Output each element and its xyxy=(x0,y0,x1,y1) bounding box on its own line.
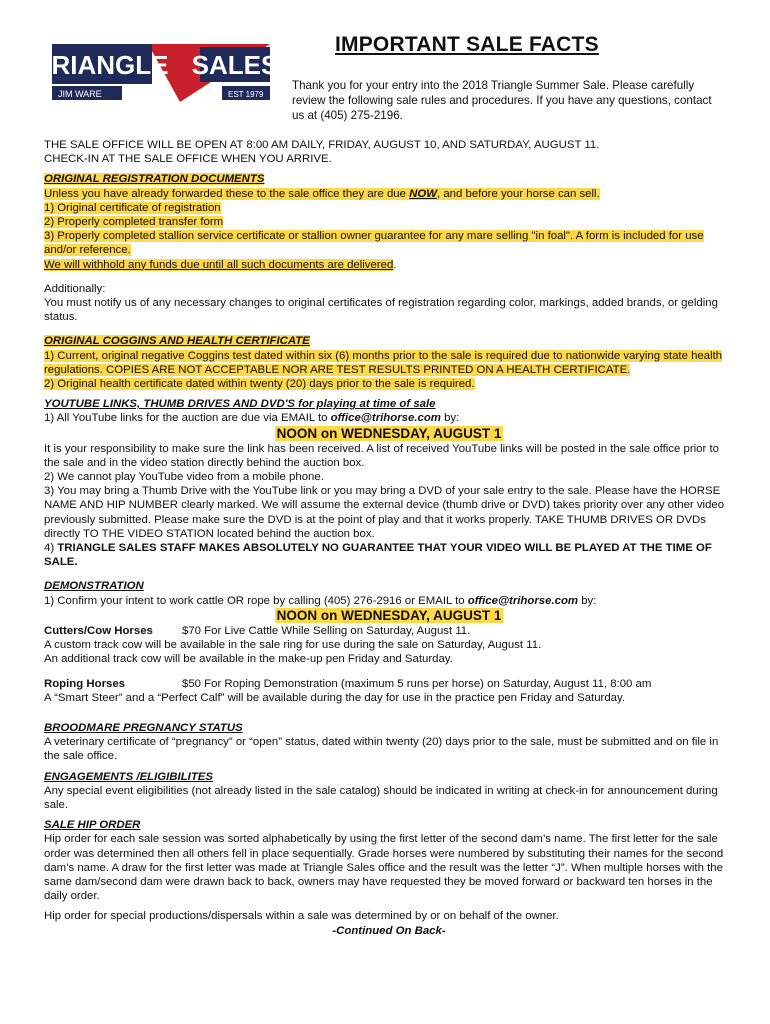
youtube-item-4: 4) TRIANGLE SALES STAFF MAKES ABSOLUTELY NO GUARANTEE THAT YOUR VIDEO WILL BE PLAYED AT THE TIME OF SALE. xyxy=(44,542,712,569)
hip-order-special: Hip order for special productions/dispersals within a sale was determined by or on behalf of the owner. xyxy=(44,910,559,923)
registration-item-3: 3) Properly completed stallion service certificate or stallion owner guarantee for any mare selling "in foal". A form is included for use and/or reference. xyxy=(44,230,704,257)
coggins-heading: ORIGINAL COGGINS AND HEALTH CERTIFICATE xyxy=(44,335,310,348)
coggins-item-2: 2) Original health certificate dated within twenty (20) days prior to the sale is required. xyxy=(44,378,475,391)
engagements-heading: ENGAGEMENTS /ELIGIBILITES xyxy=(44,770,213,783)
registration-line1: Unless you have already forwarded these to the sale office they are due NOW, and before your horse can sell. xyxy=(44,187,600,200)
document-body: THE SALE OFFICE WILL BE OPEN AT 8:00 AM DAILY, FRIDAY, AUGUST 10, AND SATURDAY, AUGUST 11. CHECK-IN AT THE SALE OFFICE WHEN YOU ARRIVE. ORIGINAL REGISTRATION DOCUMENTS Unless you have already forwarded these to the sale office they are due NOW, and before your horse can sell. 1) Original certificate of registration 2) Properly completed transfer form 3) Properly completed stallion service certificate or stallion owner guarantee for any mare selling "in foal". A form is included for use and/or reference. We will withhold any funds due until all such documents are delivered. Additionally: You must notify us of any necessary changes to original certificates of registration regarding color, markings, added brands, or gelding status. ORIGINAL COGGINS AND HEALTH CERTIFICATE 1) Current, original negative Coggins test dated within six (6) months prior to the sale is required due to nationwide varying state health regulations. COPIES ARE NOT ACCEPTABLE NOR ARE TEST RESULTS PRINTED ON A HEALTH CERTIFICATE. 2) Original health certificate dated within twenty (20) days prior to the sale is required. YOUTUBE LINKS, THUMB DRIVES AND DVD'S for playing at time of sale 1) All YouTube links for the auction are due via EMAIL to office@trihorse.com by: NOON on WEDNESDAY, AUGUST 1 It is your responsibility to make sure the link has been received. A list of received YouTube links will be posted in the sale office prior to the sale and in the video station directly behind the auction box. 2) We cannot play YouTube video from a mobile phone. 3) You may bring a Thumb Drive with the YouTube link or you may bring a DVD of your sale entry to the sale. Please have the HORSE NAME AND HIP NUMBER clearly marked. We will assume the external device (thumb drive or DVD) takes priority over any other video previously submitted. Please make sure the DVD is at the point of play and that it works properly. TAKE THUMB DRIVES OR DVDs directly TO THE VIDEO STATION located behind the auction box. 4) TRIANGLE SALES STAFF MAKES ABSOLUTELY NO GUARANTEE THAT YOUR VIDEO WILL BE PLAYED AT THE TIME OF SALE. DEMONSTRATION 1) Confirm your intent to work cattle OR rope by calling (405) 276-2916 or EMAIL to office@trihorse.com by: NOON on WEDNESDAY, AUGUST 1 Cutters/Cow Horses $70 For Live Cattle While Selling on Saturday, August 11. A custom track cow will be available in the sale ring for use during the sale on Saturday, August 11. An additional track cow will be available in the make-up pen Friday and Saturday. Roping Horses $50 For Roping Demonstration (maximum 5 runs per horse) on Saturday, August 11, 8:00 am A “Smart Steer” and a “Perfect Calf” will be available during the day for use in the practice pen Friday and Saturday. BROODMARE PREGNANCY STATUS A veterinary certificate of “pregnancy” or “open” status, dated within twenty (20) days prior to the sale, must be submitted and on file in the sale office. ENGAGEMENTS /ELIGIBILITES Any special event eligibilities (not already listed in the sale catalog) should be indicated in writing at check-in for announcement during sale. SALE HIP ORDER Hip order for each sale session was sorted alphabetically by using the first letter of the second dam’s name. The first letter for the sale order was determined then all others fell in place sequentially. Grade horses were numbered by substituting their names for the second dam’s name. A draw for the first letter was made at Triangle Sales office and the result was the letter “J”. When multiple horses with the same dam/second dam were drawn back to back, owners may have requested they be moved forward or backward ten horses in the daily order. Hip order for special productions/dispersals within a sale was determined by or on behalf of the owner. -Continued On Back- xyxy=(44,138,734,938)
logo-word-triangle: TRIANGLE xyxy=(35,50,169,80)
youtube-item-2: 2) We cannot play YouTube video from a mobile phone. xyxy=(44,471,324,484)
registration-item-2: 2) Properly completed transfer form xyxy=(44,216,224,229)
broodmare-heading: BROODMARE PREGNANCY STATUS xyxy=(44,721,243,734)
demonstration-heading: DEMONSTRATION xyxy=(44,580,144,593)
youtube-deadline: NOON on WEDNESDAY, AUGUST 1 xyxy=(276,425,502,441)
youtube-email[interactable]: office@trihorse.com xyxy=(330,412,441,425)
page-title: IMPORTANT SALE FACTS xyxy=(335,33,599,56)
youtube-item-1: 1) All YouTube links for the auction are due via EMAIL to office@trihorse.com by: xyxy=(44,412,460,425)
broodmare-text: A veterinary certificate of “pregnancy” or “open” status, dated within twenty (20) days prior to the sale, must be submitted and on file in the sale office. xyxy=(44,736,719,763)
youtube-heading: YOUTUBE LINKS, THUMB DRIVES AND DVD'S for playing at time of sale xyxy=(44,398,436,411)
notify-note: You must notify us of any necessary changes to original certificates of registration regarding color, markings, added brands, or gelding status. xyxy=(44,297,718,324)
registration-item-1: 1) Original certificate of registration xyxy=(44,201,221,214)
hip-order-heading: SALE HIP ORDER xyxy=(44,819,141,832)
demonstration-item-1: 1) Confirm your intent to work cattle OR rope by calling (405) 276-2916 or EMAIL to office@trihorse.com by: xyxy=(44,594,597,607)
youtube-item-3: 3) You may bring a Thumb Drive with the YouTube link or you may bring a DVD of your sale entry to the sale. Please have the HORSE NAME AND HIP NUMBER clearly marked. We will assume the external device (thumb drive or DVD) takes priority over any other video previously submitted. Please make sure the DVD is at the point of play and that it works properly. TAKE THUMB DRIVES OR DVDs directly TO THE VIDEO STATION located behind the auction box. xyxy=(44,485,725,540)
checkin-note: CHECK-IN AT THE SALE OFFICE WHEN YOU ARRIVE. xyxy=(44,153,332,166)
cutters-line-2: A custom track cow will be available in the sale ring for use during the sale on Saturday, August 11. xyxy=(44,639,542,652)
logo-owner: JIM WARE xyxy=(58,89,102,99)
registration-heading: ORIGINAL REGISTRATION DOCUMENTS xyxy=(44,173,265,186)
youtube-responsibility: It is your responsibility to make sure the link has been received. A list of received YouTube links will be posted in the sale office prior to the sale and in the video station directly behind the auction box. xyxy=(44,442,719,469)
continued-footer: -Continued On Back- xyxy=(332,924,446,937)
triangle-sales-logo xyxy=(35,44,279,104)
coggins-item-1: 1) Current, original negative Coggins test dated within six (6) months prior to the sale is required due to nationwide varying state health regulations. COPIES ARE NOT ACCEPTABLE NOR ARE TEST RESULTS PRINTED ON A HEALTH CERTIFICATE. xyxy=(44,349,723,376)
demonstration-email[interactable]: office@trihorse.com xyxy=(467,594,579,607)
intro-paragraph: Thank you for your entry into the 2018 Triangle Summer Sale. Please carefully review the following sale rules and procedures. If you have any questions, contact us at (405) 275-2196. xyxy=(292,79,712,122)
logo-word-sales: SALES xyxy=(191,50,279,80)
roping-line-2: A “Smart Steer” and a “Perfect Calf” will be available during the day for use in the practice pen Friday and Saturday. xyxy=(44,691,626,704)
withhold-note: We will withhold any funds due until all such documents are delivered xyxy=(44,258,394,271)
additionally-label: Additionally: xyxy=(44,282,106,295)
office-hours: THE SALE OFFICE WILL BE OPEN AT 8:00 AM DAILY, FRIDAY, AUGUST 10, AND SATURDAY, AUGUST 11. xyxy=(44,139,600,151)
cutters-line: Cutters/Cow Horses $70 For Live Cattle While Selling on Saturday, August 11. xyxy=(44,624,471,637)
now-emphasis: NOW xyxy=(409,187,437,200)
roping-line: Roping Horses $50 For Roping Demonstration (maximum 5 runs per horse) on Saturday, August 11, 8:00 am xyxy=(44,677,652,690)
engagements-text: Any special event eligibilities (not already listed in the sale catalog) should be indicated in writing at check-in for announcement during sale. xyxy=(44,784,718,811)
logo-graphic xyxy=(35,44,279,104)
cutters-line-3: An additional track cow will be available in the make-up pen Friday and Saturday. xyxy=(44,653,453,666)
logo-est: EST 1979 xyxy=(228,90,264,99)
hip-order-text: Hip order for each sale session was sorted alphabetically by using the first letter of the second dam’s name. The first letter for the sale order was determined then all others fell in place sequentially. Grade horses were numbered by substituting their names for the second dam’s name. A draw for the first letter was made at Triangle Sales office and the result was the letter “J”. When multiple horses with the same dam/second dam were drawn back to back, owners may have requested they be moved forward or backward ten horses in the daily order. xyxy=(44,833,724,903)
demonstration-deadline: NOON on WEDNESDAY, AUGUST 1 xyxy=(276,607,502,623)
